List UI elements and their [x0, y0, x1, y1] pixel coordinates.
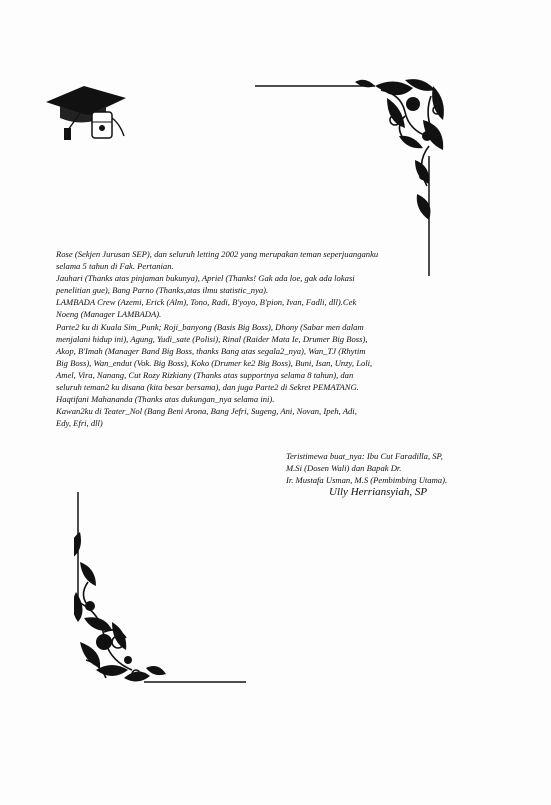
text-line: Big Boss), Wan_endut (Vok. Big Boss), Koko (Drumer ke2 Big Boss), Buni, Isan, Unzy, Loli, — [56, 357, 373, 368]
text-line: seluruh teman2 ku disana (kita besar bersama), dan juga Parte2 di Sekret PEMATANG. — [56, 382, 359, 393]
text-line: Edy, Efri, dll) — [56, 418, 103, 429]
text-line: Kawan2ku di Teater_Nol (Bang Beni Arona, Bang Jefri, Sugeng, Ani, Novan, Ipeh, Adi, — [56, 406, 357, 417]
text-line: Akop, B'Imah (Manager Band Big Boss, thanks Bang atas segala2_nya), Wan_TJ (Rhytim — [56, 345, 366, 356]
special-thanks — [286, 450, 450, 486]
text-line: Noeng (Manager LAMBADA). — [56, 309, 162, 320]
text-line: Jauhari (Thanks atas pinjaman bukunya), Apriel (Thanks! Gak ada loe, gak ada lokasi — [56, 273, 355, 284]
ornamental-corner-top-right — [255, 76, 451, 276]
acknowledgement-text — [56, 248, 452, 429]
text-line: Teristimewa buat_nya: Ibu Cut Faradilla, SP, M.Si (Dosen Wali) dan Bapak Dr. — [286, 451, 443, 473]
text-line: LAMBADA Crew (Azemi, Erick (Alm), Tono, Radi, B'yoyo, B'pion, Ivan, Fadli, dll).Cek — [56, 297, 357, 308]
text-line: penelitian gue), Bang Parno (Thanks,atas ilmu statistic_nya). — [56, 285, 269, 296]
text-line: selama 5 tahun di Fak. Pertanian. — [56, 261, 174, 272]
text-line: Parte2 ku di Kuala Sim_Punk; Roji_banyong (Basis Big Boss), Dhony (Sabar men dalam — [56, 321, 364, 332]
text-line: Haqtifani Mahananda (Thanks atas dukungan_nya selama ini). — [56, 394, 275, 405]
text-line: Amel, Vira, Nanang, Cut Rozy Rizkiany (Thanks atas supportnya selama 8 tahun), dan — [56, 369, 354, 380]
text-line: Rose (Sekjen Jurusan SEP), dan seluruh letting 2002 yang merupakan teman seperjuanganku — [56, 249, 379, 259]
text-line: Ir. Mustafa Usman, M.S (Pembimbing Utama). — [286, 475, 448, 485]
ornamental-corner-bottom-left — [74, 492, 246, 692]
author-signature: Ully Herriansyiah, SP — [329, 486, 428, 498]
text-line: menjalani hidup ini), Agung, Yudi_sate (Polisi), Rinal (Raider Mata Ie, Drumer Big Boss), — [56, 333, 368, 344]
graduation-cap-icon — [44, 82, 128, 146]
